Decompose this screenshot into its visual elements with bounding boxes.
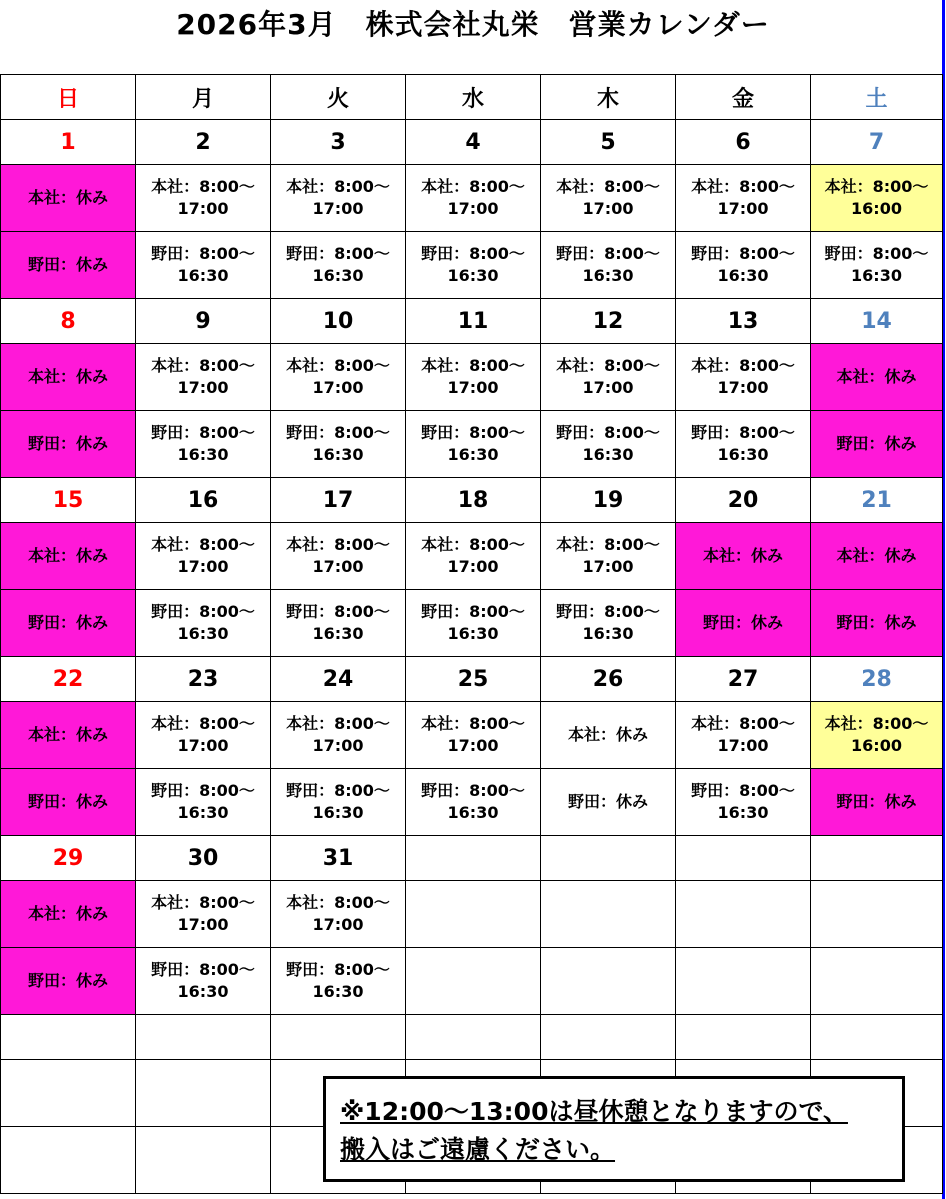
honsha-hours-cell [676, 881, 811, 948]
noda-hours-cell: 野田：休み [1, 411, 136, 478]
honsha-hours-cell: 本社：8:00～17:00 [541, 165, 676, 232]
noda-hours-cell: 野田：休み [811, 411, 943, 478]
noda-hours-cell: 野田：8:00～16:30 [271, 769, 406, 836]
noda-hours-cell: 野田：8:00～16:30 [271, 590, 406, 657]
honsha-hours-cell: 本社：8:00～17:00 [406, 344, 541, 411]
blank-cell [136, 1127, 271, 1194]
date-number [406, 836, 541, 881]
date-number: 17 [271, 478, 406, 523]
noda-hours-cell: 野田：休み [1, 769, 136, 836]
date-number [541, 836, 676, 881]
honsha-hours-cell: 本社：8:00～17:00 [676, 702, 811, 769]
weekday-header: 金 [676, 75, 811, 120]
date-number: 24 [271, 657, 406, 702]
date-number: 21 [811, 478, 943, 523]
date-number [811, 836, 943, 881]
honsha-hours-cell: 本社：休み [1, 702, 136, 769]
noda-hours-cell: 野田：8:00～16:30 [271, 948, 406, 1015]
honsha-hours-cell: 本社：8:00～17:00 [676, 344, 811, 411]
noda-hours-cell [676, 948, 811, 1015]
honsha-hours-cell: 本社：休み [1, 523, 136, 590]
date-row [1, 299, 943, 344]
honsha-hours-cell [406, 881, 541, 948]
blank-cell [811, 1015, 943, 1060]
noda-hours-cell: 野田：休み [676, 590, 811, 657]
noda-hours-cell: 野田：8:00～16:30 [136, 590, 271, 657]
noda-hours-cell: 野田：休み [811, 769, 943, 836]
weekday-header: 月 [136, 75, 271, 120]
honsha-hours-cell: 本社：休み [1, 344, 136, 411]
honsha-hours-cell: 本社：休み [811, 344, 943, 411]
lunch-break-note [323, 1076, 905, 1182]
date-number: 22 [1, 657, 136, 702]
date-number: 23 [136, 657, 271, 702]
noda-hours-cell: 野田：休み [1, 590, 136, 657]
date-number: 28 [811, 657, 943, 702]
honsha-hours-cell: 本社：8:00～17:00 [406, 165, 541, 232]
honsha-hours-cell: 本社：8:00～17:00 [271, 165, 406, 232]
honsha-hours-row [1, 881, 943, 948]
date-number: 11 [406, 299, 541, 344]
noda-hours-row [1, 948, 943, 1015]
honsha-hours-row [1, 165, 943, 232]
honsha-hours-cell: 本社：8:00～17:00 [271, 702, 406, 769]
honsha-hours-cell: 本社：8:00～17:00 [406, 523, 541, 590]
date-number: 5 [541, 120, 676, 165]
noda-hours-cell: 野田：休み [541, 769, 676, 836]
date-number: 12 [541, 299, 676, 344]
noda-hours-cell: 野田：8:00～16:30 [406, 411, 541, 478]
noda-hours-cell [406, 948, 541, 1015]
noda-hours-row [1, 769, 943, 836]
honsha-hours-cell: 本社：休み [541, 702, 676, 769]
noda-hours-cell: 野田：8:00～16:30 [676, 232, 811, 299]
date-number: 26 [541, 657, 676, 702]
noda-hours-cell: 野田：休み [1, 232, 136, 299]
honsha-hours-row [1, 702, 943, 769]
weekday-header: 木 [541, 75, 676, 120]
honsha-hours-cell: 本社：8:00～17:00 [541, 523, 676, 590]
noda-hours-cell: 野田：8:00～16:30 [136, 948, 271, 1015]
date-number: 25 [406, 657, 541, 702]
honsha-hours-cell: 本社：8:00～17:00 [136, 344, 271, 411]
date-number: 2 [136, 120, 271, 165]
blank-cell [406, 1015, 541, 1060]
date-number: 19 [541, 478, 676, 523]
noda-hours-cell: 野田：8:00～16:30 [271, 411, 406, 478]
page-title: 2026年3月 株式会社丸栄 営業カレンダー [176, 8, 770, 41]
date-number: 31 [271, 836, 406, 881]
blank-cell [541, 1015, 676, 1060]
noda-hours-cell: 野田：8:00～16:30 [406, 769, 541, 836]
blank-cell [1, 1060, 136, 1127]
weekday-header: 日 [1, 75, 136, 120]
noda-hours-cell: 野田：8:00～16:30 [136, 769, 271, 836]
date-row [1, 478, 943, 523]
honsha-hours-cell: 本社：8:00～17:00 [271, 523, 406, 590]
date-row [1, 657, 943, 702]
date-number: 16 [136, 478, 271, 523]
noda-hours-cell: 野田：8:00～16:30 [811, 232, 943, 299]
noda-hours-cell: 野田：8:00～16:30 [541, 590, 676, 657]
date-number: 7 [811, 120, 943, 165]
date-number: 30 [136, 836, 271, 881]
blank-cell [136, 1015, 271, 1060]
date-number: 1 [1, 120, 136, 165]
honsha-hours-cell: 本社：休み [676, 523, 811, 590]
date-row [1, 120, 943, 165]
date-number: 8 [1, 299, 136, 344]
noda-hours-row [1, 411, 943, 478]
noda-hours-cell [811, 948, 943, 1015]
honsha-hours-cell [811, 881, 943, 948]
honsha-hours-cell: 本社：8:00～17:00 [676, 165, 811, 232]
date-number: 15 [1, 478, 136, 523]
blank-cell [676, 1015, 811, 1060]
noda-hours-cell: 野田：8:00～16:30 [406, 590, 541, 657]
honsha-hours-cell: 本社：休み [1, 165, 136, 232]
honsha-hours-row [1, 344, 943, 411]
weekday-header: 土 [811, 75, 943, 120]
blank-row [1, 1015, 943, 1060]
date-number: 14 [811, 299, 943, 344]
date-number: 29 [1, 836, 136, 881]
noda-hours-cell: 野田：8:00～16:30 [406, 232, 541, 299]
date-number: 9 [136, 299, 271, 344]
noda-hours-cell: 野田：8:00～16:30 [136, 411, 271, 478]
honsha-hours-cell: 本社：8:00～17:00 [136, 165, 271, 232]
date-row [1, 836, 943, 881]
noda-hours-cell: 野田：8:00～16:30 [271, 232, 406, 299]
honsha-hours-cell: 本社：8:00～17:00 [271, 881, 406, 948]
calendar-table [0, 74, 943, 1194]
honsha-hours-cell: 本社：休み [1, 881, 136, 948]
honsha-hours-cell [541, 881, 676, 948]
date-number: 27 [676, 657, 811, 702]
noda-hours-cell: 野田：8:00～16:30 [541, 411, 676, 478]
blank-cell [136, 1060, 271, 1127]
noda-hours-cell: 野田：8:00～16:30 [676, 411, 811, 478]
calendar-weeks [1, 120, 943, 1015]
honsha-hours-cell: 本社：8:00～17:00 [136, 523, 271, 590]
noda-hours-row [1, 232, 943, 299]
noda-hours-cell: 野田：休み [1, 948, 136, 1015]
date-number: 10 [271, 299, 406, 344]
date-number: 18 [406, 478, 541, 523]
honsha-hours-cell: 本社：休み [811, 523, 943, 590]
honsha-hours-cell: 本社：8:00～17:00 [541, 344, 676, 411]
date-number: 20 [676, 478, 811, 523]
honsha-hours-row [1, 523, 943, 590]
blank-cell [271, 1015, 406, 1060]
honsha-hours-cell: 本社：8:00～17:00 [136, 702, 271, 769]
noda-hours-cell: 野田：8:00～16:30 [541, 232, 676, 299]
honsha-hours-cell: 本社：8:00～16:00 [811, 702, 943, 769]
date-number: 4 [406, 120, 541, 165]
date-number [676, 836, 811, 881]
honsha-hours-cell: 本社：8:00～17:00 [406, 702, 541, 769]
blank-cell [1, 1015, 136, 1060]
date-number: 3 [271, 120, 406, 165]
honsha-hours-cell: 本社：8:00～16:00 [811, 165, 943, 232]
noda-hours-cell: 野田：8:00～16:30 [676, 769, 811, 836]
noda-hours-cell: 野田：8:00～16:30 [136, 232, 271, 299]
note-line-2: 搬入はご遠慮ください。 [340, 1135, 616, 1164]
note-line-1: ※12:00～13:00は昼休憩となりますので、 [340, 1097, 848, 1126]
blank-cell [1, 1127, 136, 1194]
noda-hours-cell [541, 948, 676, 1015]
noda-hours-cell: 野田：休み [811, 590, 943, 657]
noda-hours-row [1, 590, 943, 657]
date-number: 13 [676, 299, 811, 344]
honsha-hours-cell: 本社：8:00～17:00 [271, 344, 406, 411]
honsha-hours-cell: 本社：8:00～17:00 [136, 881, 271, 948]
weekday-header: 水 [406, 75, 541, 120]
weekday-header-row [1, 75, 943, 120]
weekday-header: 火 [271, 75, 406, 120]
date-number: 6 [676, 120, 811, 165]
